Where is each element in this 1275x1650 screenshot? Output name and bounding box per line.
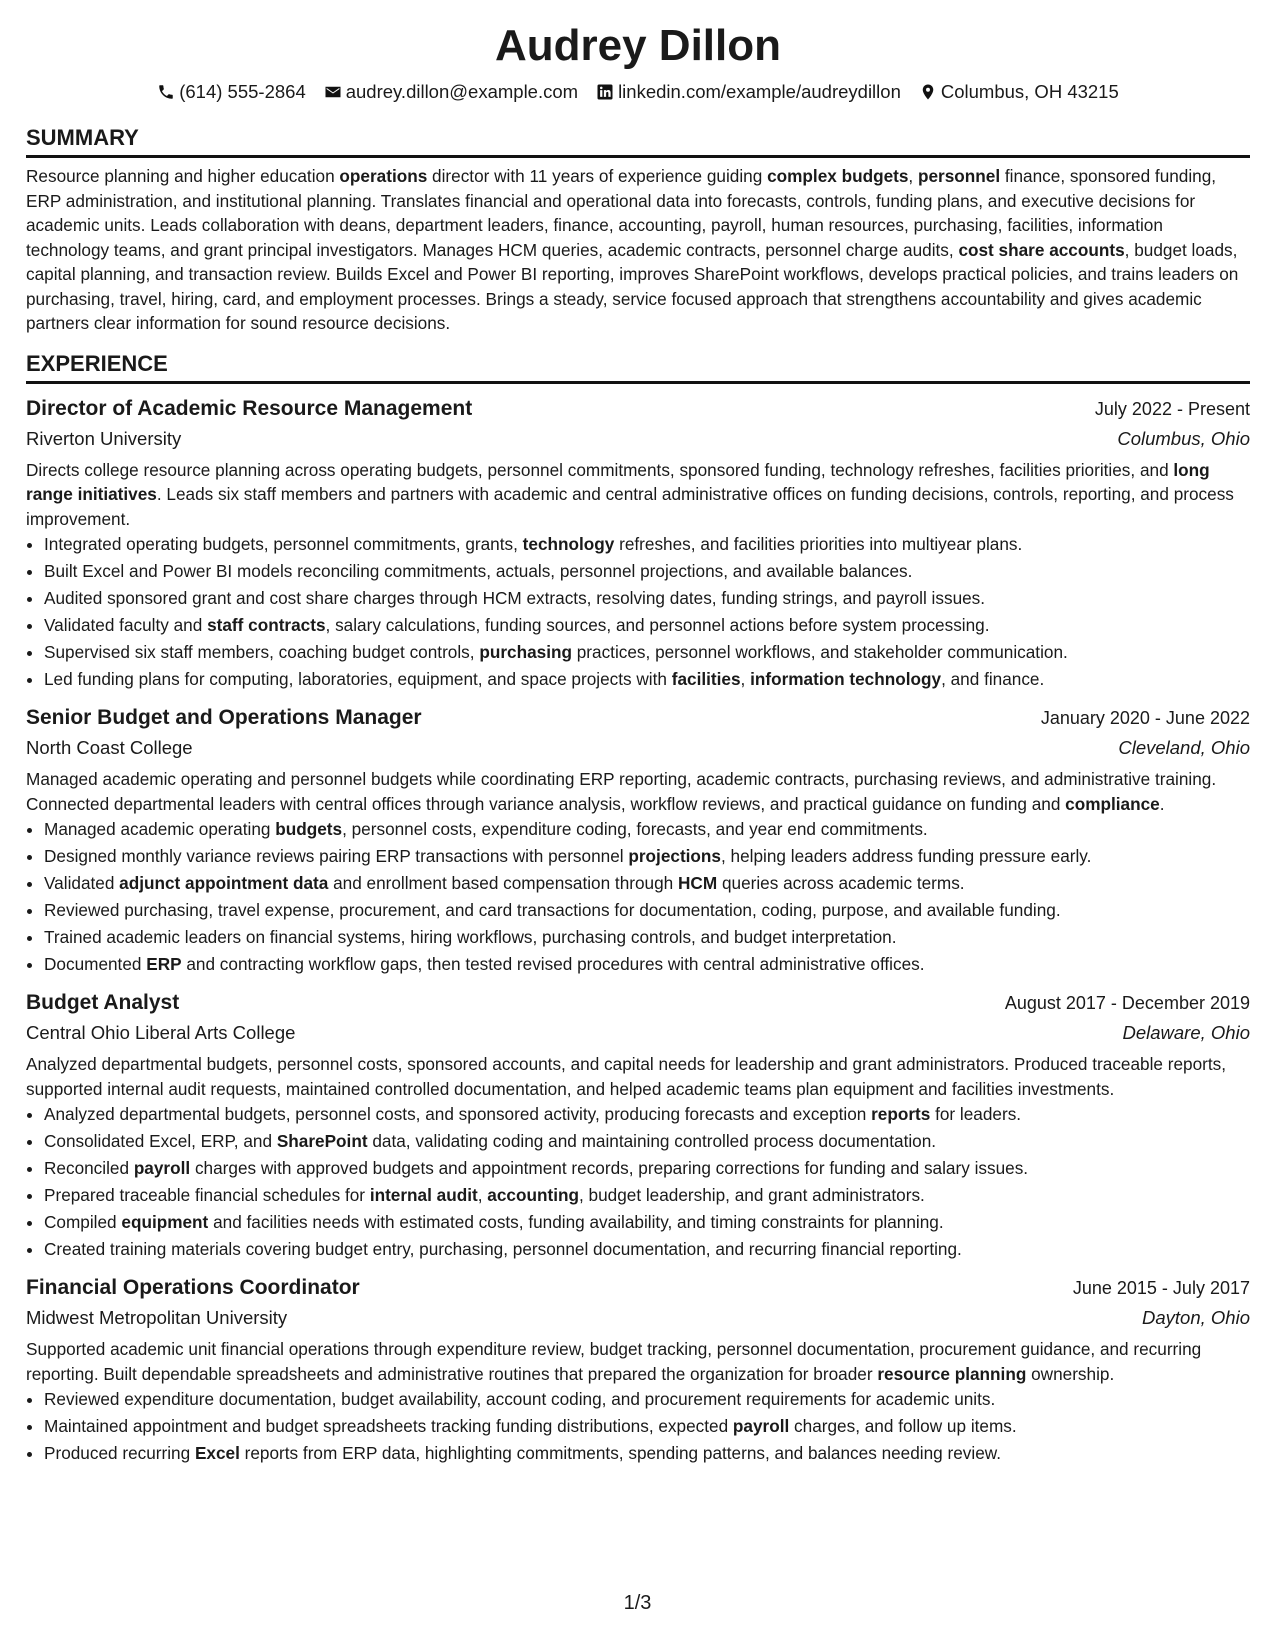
emphasis: accounting (487, 1185, 579, 1205)
emphasis: information technology (750, 669, 942, 689)
job-title: Senior Budget and Operations Manager (26, 706, 422, 729)
job-subheader (26, 424, 1250, 454)
emphasis: projections (628, 846, 721, 866)
job-header (26, 394, 1250, 424)
contact-email[interactable] (324, 80, 578, 104)
job-description: Directs college resource planning across operating budgets, personnel commitments, sponsored funding, technology refreshes, facilities priorities, and long range initiatives. Leads six staff members and partners with academic and central administrative offices on funding decisions, controls, reporting, and process improvement. (26, 459, 1234, 529)
emphasis: reports (871, 1104, 931, 1124)
bullet-item: • Managed academic operating budgets, personnel costs, expenditure coding, forecasts, and year end commitments. (44, 816, 1250, 843)
bullet-item: • Compiled equipment and facilities needs with estimated costs, funding availability, and timing constraints for planning. (44, 1209, 1250, 1236)
job-bullets (26, 1101, 1250, 1263)
job-title: Financial Operations Coordinator (26, 1276, 360, 1299)
bullet-item: • Integrated operating budgets, personnel commitments, grants, technology refreshes, and facilities priorities into multiyear plans. (44, 531, 1250, 558)
job-title: Director of Academic Resource Management (26, 396, 473, 420)
job-location: Delaware, Ohio (1122, 1022, 1250, 1043)
emphasis: long range initiatives (26, 459, 1210, 504)
summary-section (26, 124, 1250, 336)
job-subheader (26, 1303, 1250, 1333)
job-dates: August 2017 - December 2019 (1004, 993, 1250, 1013)
emphasis: cost share accounts (958, 239, 1125, 260)
job-header (26, 988, 1250, 1018)
bullet-item: • Built Excel and Power BI models reconciling commitments, actuals, personnel projections, and available balances. (44, 558, 1250, 585)
emphasis: budgets (275, 819, 343, 839)
job-organization: North Coast College (26, 737, 193, 758)
emphasis: complex budgets (767, 166, 909, 186)
job-header (26, 1273, 1250, 1303)
contact-phone (157, 80, 306, 104)
linkedin-icon (596, 83, 614, 101)
job-header (26, 703, 1250, 733)
contact-bar (26, 80, 1250, 104)
job-dates: June 2015 - July 2017 (1072, 1278, 1250, 1298)
summary-text: Resource planning and higher education operations director with 11 years of experience guiding complex budgets, personnel finance, sponsored funding, ERP administration, and institutional planning. Translates financial and operational data into forecasts, controls, funding plans, and executive decisions for academic units. Leads collaboration with deans, department leaders, finance, accounting, payroll, human resources, purchasing, facilities, information technology teams, and grant principal investigators. Manages HCM queries, academic contracts, personnel charge audits, cost share accounts, budget loads, capital planning, and transaction review. Builds Excel and Power BI reporting, improves SharePoint workflows, develops practical policies, and trains leaders on purchasing, travel, hiring, card, and employment processes. Brings a steady, service focused approach that strengthens accountability and gives academic partners clear information for sound resource decisions. (26, 166, 1239, 333)
job-bullets (26, 531, 1250, 693)
job-organization: Central Ohio Liberal Arts College (26, 1022, 296, 1043)
emphasis: payroll (732, 1416, 790, 1436)
emphasis: internal audit (369, 1185, 478, 1205)
job-subheader (26, 1018, 1250, 1048)
experience-divider (26, 381, 1250, 384)
emphasis: purchasing (479, 642, 572, 662)
page-number: 1/3 (623, 1592, 652, 1614)
bullet-item: • Reconciled payroll charges with approved budgets and appointment records, preparing corrections for funding and salary issues. (44, 1155, 1250, 1182)
emphasis: facilities (671, 669, 741, 689)
experience-section (26, 350, 1250, 1468)
bullet-item: • Documented ERP and contracting workflow gaps, then tested revised procedures with central administrative offices. (44, 951, 1250, 978)
job-organization: Riverton University (26, 427, 182, 449)
candidate-name: Audrey Dillon (494, 21, 782, 70)
bullet-item: • Reviewed purchasing, travel expense, procurement, and card transactions for documentation, coding, purpose, and available funding. (44, 897, 1250, 924)
bullet-item: • Audited sponsored grant and cost share charges through HCM extracts, resolving dates, funding strings, and payroll issues. (44, 585, 1250, 612)
bullet-item: • Prepared traceable financial schedules for internal audit, accounting, budget leadership, and grant administrators. (44, 1182, 1250, 1209)
emphasis: staff contracts (207, 615, 326, 635)
emphasis: personnel (917, 166, 1001, 186)
job-description: Managed academic operating and personnel budgets while coordinating ERP reporting, academic contracts, purchasing reviews, and administrative training. Connected departmental leaders with central offices through variance analysis, workflow reviews, and practical guidance on funding and compliance. (26, 769, 1217, 814)
resume-page (26, 18, 1250, 1467)
phone-text: (614) 555-2864 (179, 81, 306, 102)
job-entry (26, 988, 1250, 1263)
job-entry (26, 394, 1250, 694)
job-location: Columbus, Ohio (1117, 427, 1250, 449)
bullet-item: • Maintained appointment and budget spreadsheets tracking funding distributions, expected payroll charges, and follow up items. (44, 1413, 1250, 1440)
emphasis: payroll (133, 1158, 191, 1178)
experience-heading: EXPERIENCE (26, 350, 168, 376)
emphasis: ERP (146, 954, 182, 974)
summary-heading: SUMMARY (26, 125, 139, 150)
emphasis: HCM (678, 873, 718, 893)
job-description: Analyzed departmental budgets, personnel costs, sponsored accounts, and capital needs for leadership and grant administrators. Produced traceable reports, supported internal audit requests, maintained controlled documentation, and helped academic teams plan equipment and facilities investments. (26, 1054, 1227, 1099)
summary-divider (26, 155, 1250, 158)
emphasis: Excel (194, 1443, 240, 1463)
bullet-item: • Led funding plans for computing, laboratories, equipment, and space projects with facilities, information technology, and finance. (44, 666, 1250, 693)
map-pin-icon (919, 83, 937, 101)
envelope-icon (324, 83, 342, 101)
emphasis: equipment (121, 1212, 209, 1232)
bullet-item: • Validated adjunct appointment data and enrollment based compensation through HCM queries across academic terms. (44, 870, 1250, 897)
bullet-item: • Consolidated Excel, ERP, and SharePoint data, validating coding and maintaining controlled process documentation. (44, 1128, 1250, 1155)
emphasis: adjunct appointment data (119, 873, 329, 893)
email-text[interactable]: audrey.dillon@example.com (345, 81, 579, 102)
job-subheader (26, 733, 1250, 763)
phone-icon (157, 83, 175, 101)
location-text: Columbus, OH 43215 (940, 81, 1119, 102)
emphasis: SharePoint (276, 1131, 368, 1151)
emphasis: resource planning (877, 1363, 1027, 1384)
emphasis: operations (339, 166, 428, 186)
job-bullets (26, 1386, 1250, 1467)
bullet-item: • Analyzed departmental budgets, personnel costs, and sponsored activity, producing forecasts and exception reports for leaders. (44, 1101, 1250, 1128)
job-dates: July 2022 - Present (1094, 398, 1250, 419)
job-bullets (26, 816, 1250, 978)
job-description: Supported academic unit financial operations through expenditure review, budget tracking, personnel documentation, procurement guidance, and recurring reporting. Built dependable spreadsheets and administrative routines that prepared the organization for broader resource planning ownership. (26, 1339, 1202, 1384)
job-dates: January 2020 - June 2022 (1040, 708, 1250, 728)
linkedin-text[interactable]: linkedin.com/example/audreydillon (618, 81, 901, 102)
bullet-item: • Supervised six staff members, coaching budget controls, purchasing practices, personnel workflows, and stakeholder communication. (44, 639, 1250, 666)
job-entry (26, 1273, 1250, 1467)
contact-location (919, 80, 1119, 104)
job-location: Dayton, Ohio (1142, 1307, 1250, 1328)
job-title: Budget Analyst (26, 991, 180, 1014)
bullet-item: • Trained academic leaders on financial systems, hiring workflows, purchasing controls, and budget interpretation. (44, 924, 1250, 951)
bullet-item: • Validated faculty and staff contracts, salary calculations, funding sources, and personnel actions before system processing. (44, 612, 1250, 639)
bullet-item: • Reviewed expenditure documentation, budget availability, account coding, and procurement requirements for academic units. (44, 1386, 1250, 1413)
job-entry (26, 703, 1250, 978)
job-location: Cleveland, Ohio (1118, 737, 1250, 758)
emphasis: compliance (1065, 793, 1160, 814)
job-organization: Midwest Metropolitan University (26, 1307, 288, 1328)
bullet-item: • Created training materials covering budget entry, purchasing, personnel documentation, and recurring financial reporting. (44, 1236, 1250, 1263)
bullet-item: • Produced recurring Excel reports from ERP data, highlighting commitments, spending patterns, and balances needing review. (44, 1440, 1250, 1467)
job-list (26, 394, 1250, 1468)
bullet-item: • Designed monthly variance reviews pairing ERP transactions with personnel projections, helping leaders address funding pressure early. (44, 843, 1250, 870)
emphasis: technology (522, 534, 615, 554)
contact-linkedin[interactable] (596, 80, 901, 104)
